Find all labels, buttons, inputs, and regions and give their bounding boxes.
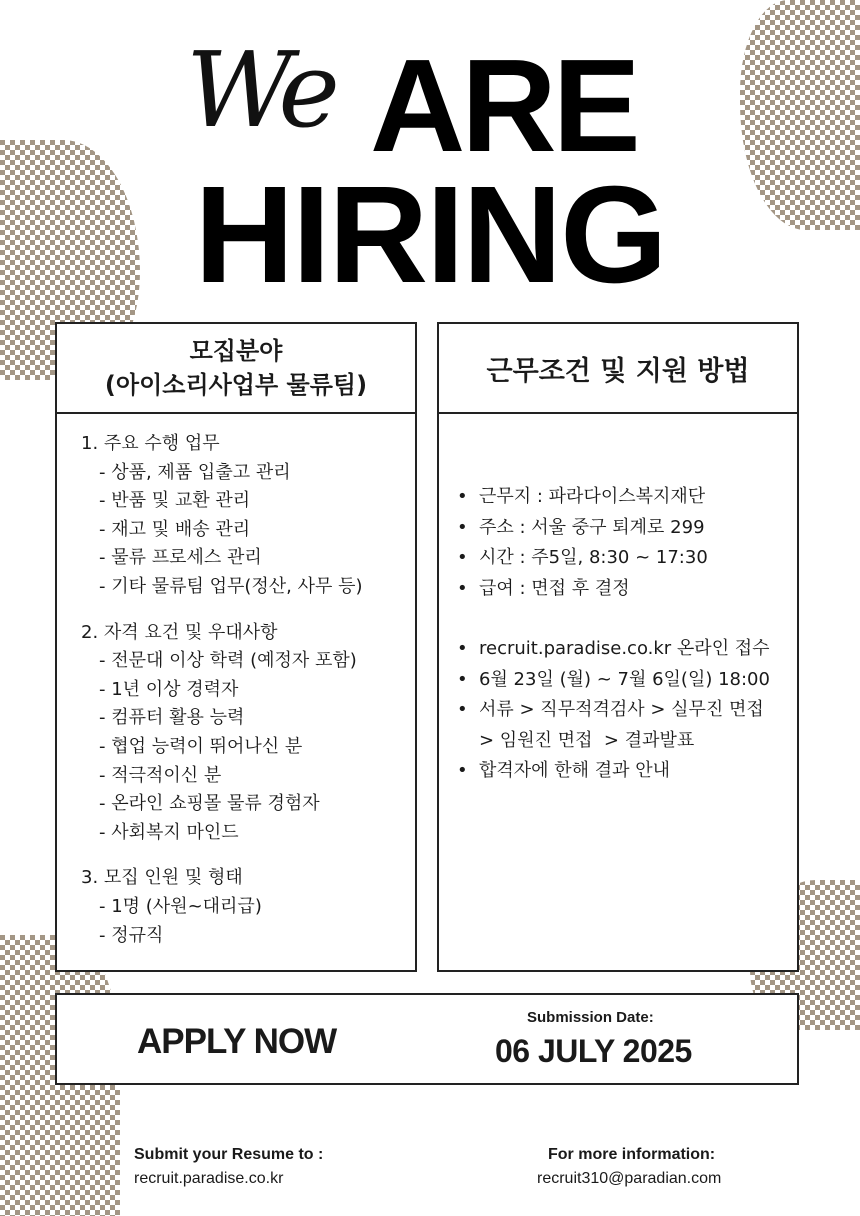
conditions-title: 근무조건 및 지원 방법 — [486, 355, 750, 387]
info-email-link[interactable]: recruit310@paradian.com — [537, 1170, 722, 1187]
recruit-field-title: 모집분야 — [189, 337, 283, 365]
list-item: - 온라인 쇼핑몰 물류 경험자 — [99, 793, 320, 815]
list-item: • 서류 > 직무적격검사 > 실무진 면접 — [457, 695, 797, 726]
job-details-panel — [55, 412, 417, 972]
apply-method-list — [457, 634, 797, 787]
headline-are: ARE — [370, 32, 637, 179]
list-item: • 합격자에 한해 결과 안내 — [457, 756, 797, 787]
section-heading-qualifications: 2. 자격 요건 및 우대사항 — [81, 621, 278, 643]
list-item: - 상품, 제품 입출고 관리 — [99, 461, 291, 483]
apply-now-label: APPLY NOW — [137, 1022, 337, 1061]
conditions-list — [457, 482, 797, 604]
list-item: - 재고 및 배송 관리 — [99, 518, 251, 540]
list-item: - 사회복지 마인드 — [99, 821, 239, 843]
list-item: - 반품 및 교환 관리 — [99, 490, 251, 512]
conditions-panel — [437, 412, 799, 972]
list-item: • 근무지 : 파라다이스복지재단 — [457, 482, 797, 513]
list-item: - 전문대 이상 학력 (예정자 포함) — [99, 650, 357, 672]
list-item: • 시간 : 주5일, 8:30 ~ 17:30 — [457, 543, 797, 574]
list-item: - 협업 능력이 뛰어나신 분 — [99, 735, 303, 757]
list-item: • 6월 23일 (월) ~ 7월 6일(일) 18:00 — [457, 665, 797, 696]
list-item: • 주소 : 서울 중구 퇴계로 299 — [457, 513, 797, 544]
conditions-header — [437, 322, 799, 414]
recruit-field-header — [55, 322, 417, 414]
list-item: - 정규직 — [99, 924, 164, 946]
list-item: - 적극적이신 분 — [99, 764, 222, 786]
list-item: - 기타 물류팀 업무(정산, 사무 등) — [99, 575, 363, 597]
headline-we: We — [186, 29, 334, 151]
list-item: - 컴퓨터 활용 능력 — [99, 707, 245, 729]
list-item-continuation: > 임원진 면접 > 결과발표 — [479, 729, 695, 751]
headline-hiring: HIRING — [194, 158, 666, 312]
list-item: - 1명 (사원~대리급) — [99, 895, 262, 917]
submission-date: 06 JULY 2025 — [495, 1033, 692, 1069]
resume-label: Submit your Resume to : — [134, 1146, 324, 1163]
section-heading-duties: 1. 주요 수행 업무 — [81, 433, 220, 454]
list-item: • 급여 : 면접 후 결정 — [457, 574, 797, 605]
info-label: For more information: — [548, 1146, 716, 1163]
apply-banner — [55, 993, 799, 1085]
resume-link[interactable]: recruit.paradise.co.kr — [134, 1170, 284, 1187]
submission-date-label: Submission Date: — [527, 1009, 654, 1026]
list-item: - 물류 프로세스 관리 — [99, 547, 262, 569]
section-heading-headcount: 3. 모집 인원 및 형태 — [81, 867, 243, 889]
list-item: - 1년 이상 경력자 — [99, 678, 239, 700]
recruit-field-subtitle: (아이소리사업부 물류팀) — [104, 371, 368, 399]
list-item: • recruit.paradise.co.kr 온라인 접수 — [457, 634, 797, 665]
